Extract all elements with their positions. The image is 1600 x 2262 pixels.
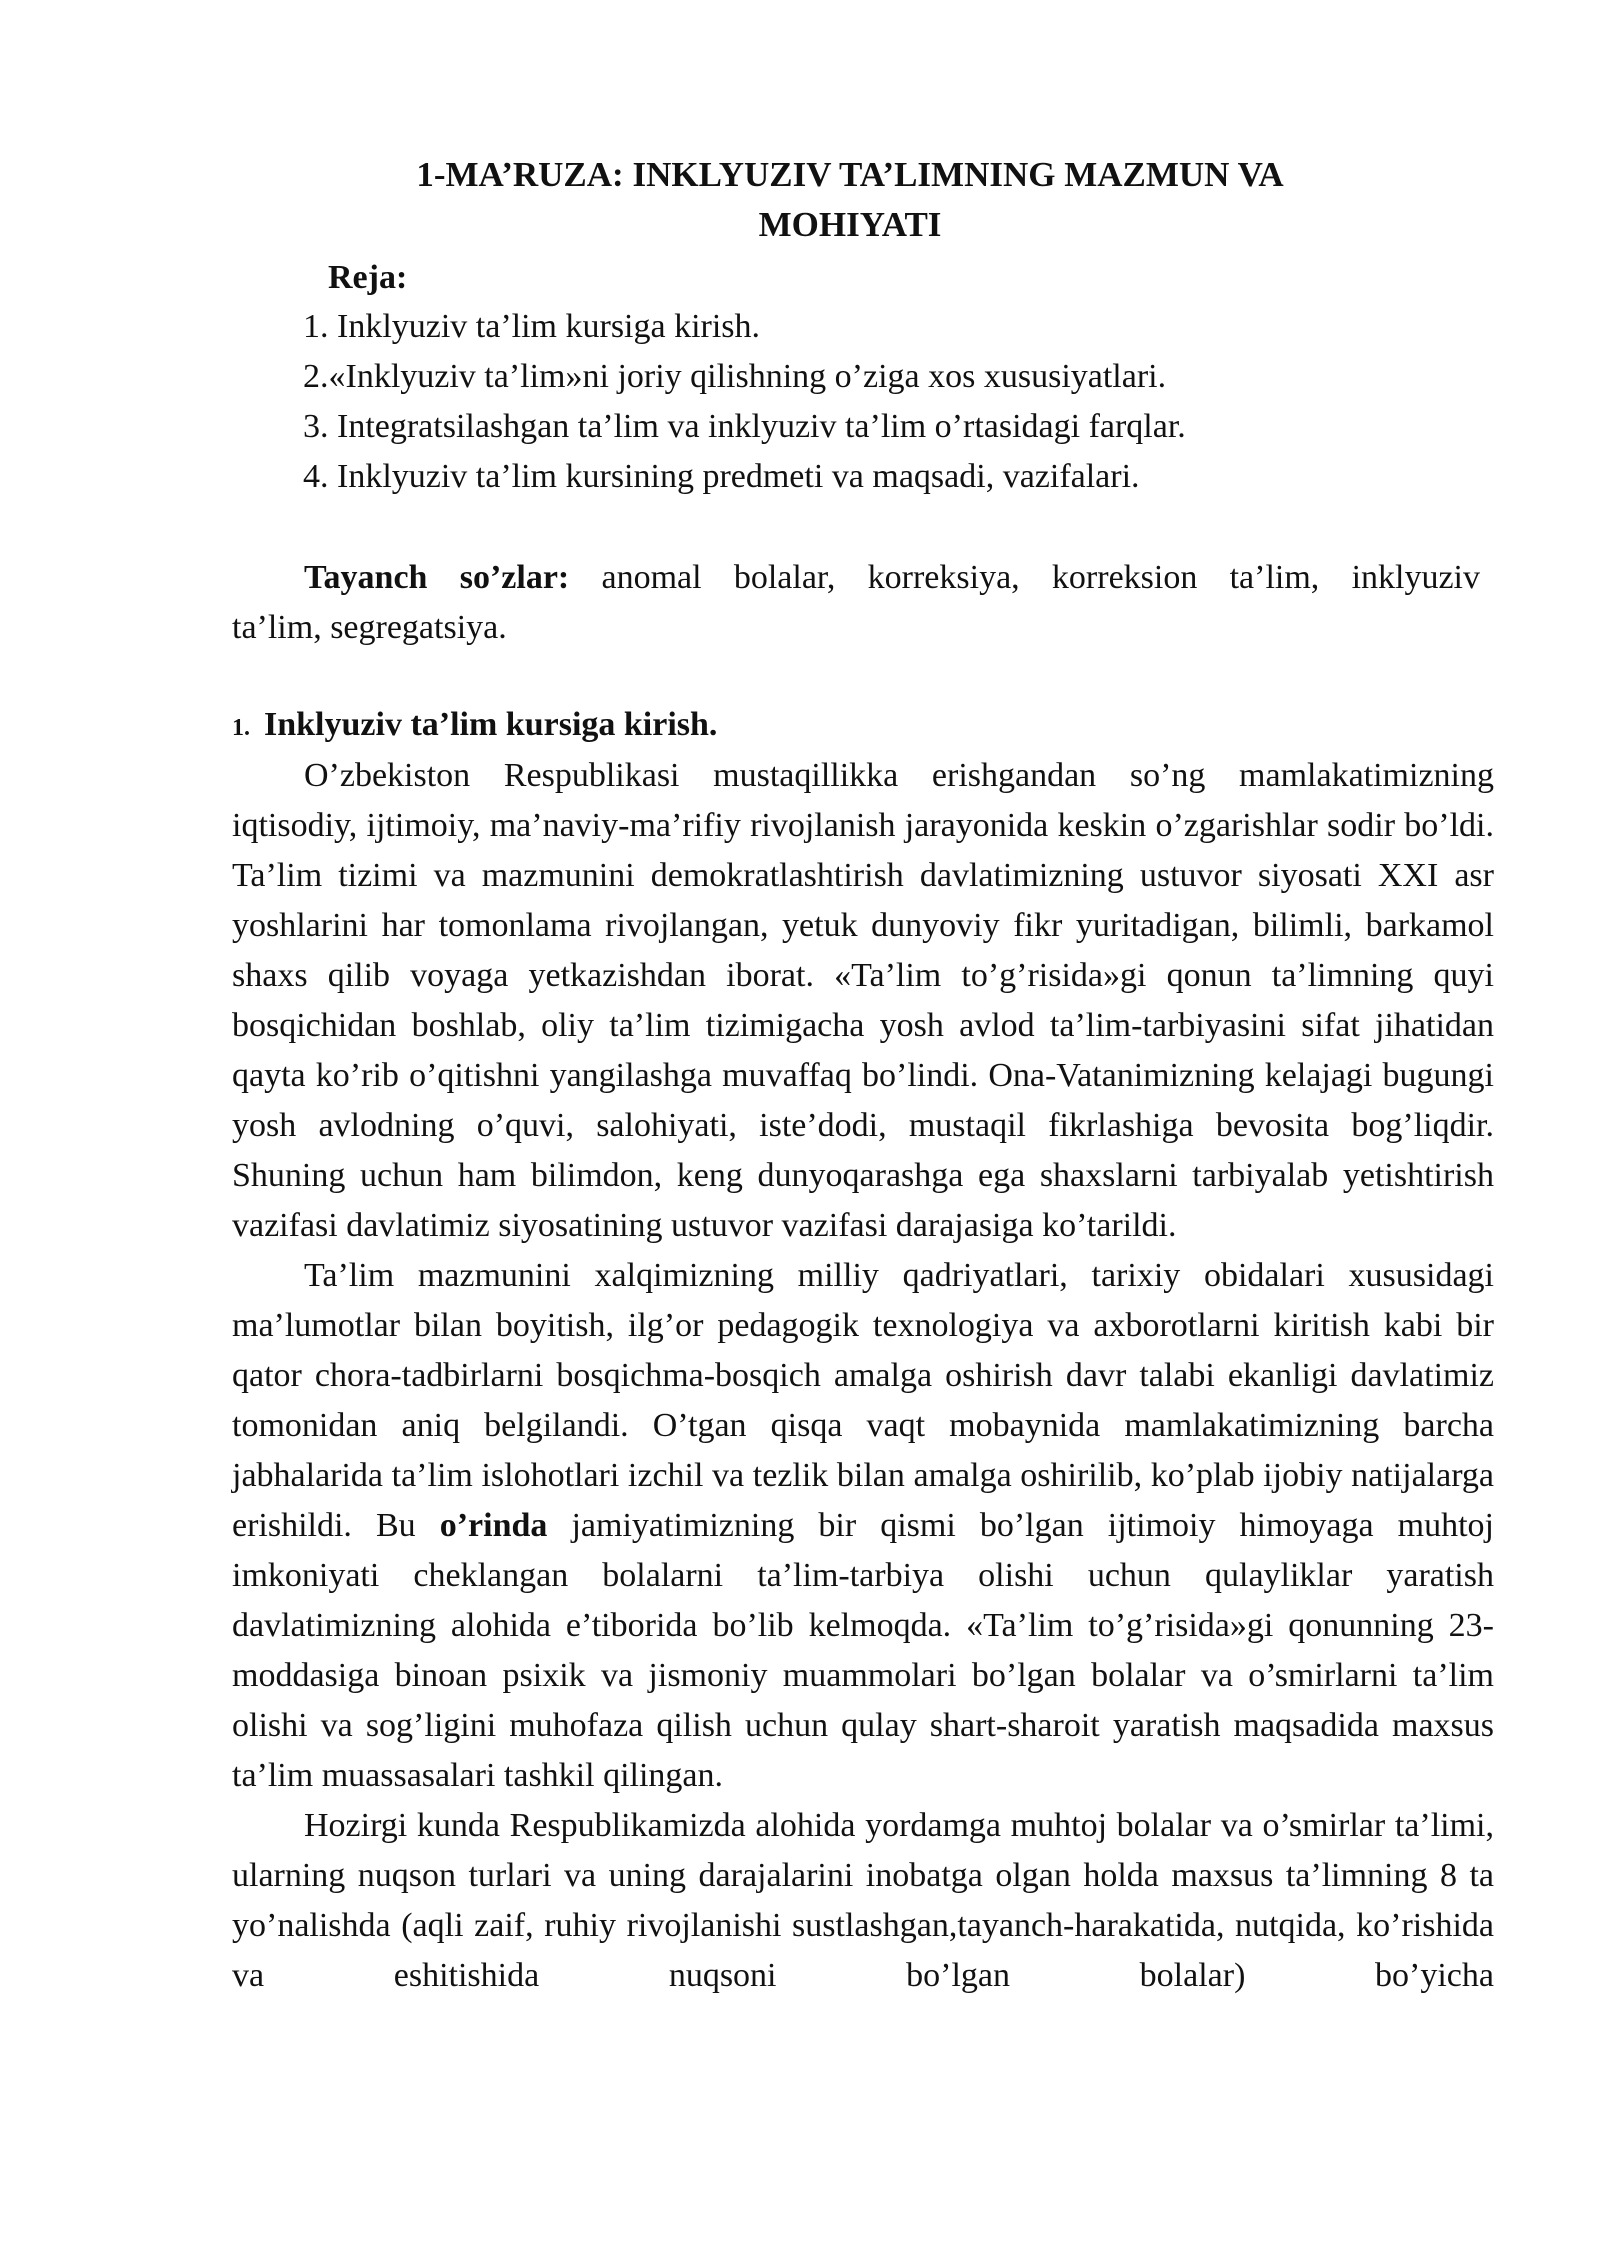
paragraph-2-bold-word: o’rinda	[439, 1507, 548, 1544]
section-number: 1.	[232, 715, 250, 741]
paragraph-1: O’zbekiston Respublikasi mustaqillikka erishgandan so’ng mamlakatimizning iqtisodiy, ijtimoiy, ma’naviy-ma’rifiy rivojlanish jarayonida keskin o’zgarishlar sodir bo’ldi. Ta’lim tizimi va mazmunini demokratlashtirish davlatimizning ustuvor siyosati XXI asr yoshlarini har tomonlama rivojlangan, yetuk dunyoviy fikr yuritadigan, bilimli, barkamol shaxs qilib voyaga yetkazishdan iborat. «Ta’lim to’g’risida»gi qonun ta’limning quyi bosqichidan boshlab, oliy ta’lim tizimigacha yosh avlod ta’lim-tarbiyasini sifat jihatidan qayta ko’rib o’qitishni yangilashga muvaffaq bo’lindi. Ona-Vatanimizning kelajagi bugungi yosh avlodning o’quvi, salohiyati, iste’dodi, mustaqil fikrlashiga bevosita bog’liqdir. Shuning uchun ham bilimdon, keng dunyoqarashga ega shaxslarni tarbiyalab yetishtirish vazifasi davlatimiz siyosatining ustuvor vazifasi darajasiga ko’tarildi.	[232, 757, 1494, 1244]
keywords-line-1	[232, 553, 1480, 603]
section-heading	[232, 700, 717, 753]
keywords-label: Tayanch so’zlar:	[304, 559, 570, 596]
section-title: Inklyuziv ta’lim kursiga kirish.	[264, 706, 718, 743]
keywords-paragraph	[232, 553, 1480, 653]
body-text	[232, 751, 1494, 2001]
paragraph-3: Hozirgi kunda Respublikamizda alohida yordamga muhtoj bolalar va o’smirlar ta’limi, ularning nuqson turlari va uning darajalarini inobatga olgan holda maxsus ta’limning 8 ta yo’nalishda (aqli zaif, ruhiy rivojlanishi sustlashgan,tayanch-harakatida, nutqida, ko’rishida va eshitishida nuqsoni bo’lgan bolalar) bo’yicha	[232, 1807, 1494, 1994]
plan-list	[303, 302, 1186, 502]
keywords-text-1: anomal bolalar, korreksiya, korreksion ta’lim, inklyuziv	[569, 559, 1480, 596]
plan-item: 4. Inklyuziv ta’lim kursining predmeti va maqsadi, vazifalari.	[303, 458, 1140, 495]
paragraph-2-text-a: Ta’lim mazmunini xalqimizning milliy qadriyatlari, tarixiy obidalari xususidagi ma’lumotlar bilan boyitish, ilg’or pedagogik texnologiya va axborotlarni kiritish kabi bir qator chora-tadbirlarni bosqichma-bosqich amalga oshirish davr talabi ekanligi davlatimiz tomonidan aniq belgilandi. O’tgan qisqa vaqt mobaynida mamlakatimizning barcha jabhalarida ta’lim islohotlari izchil va tezlik bilan amalga oshirilib, ko’plab ijobiy natijalarga erishildi. Bu	[232, 1257, 1494, 1544]
title-line-2: MOHIYATI	[758, 205, 942, 244]
title-line-1: 1-MA’RUZA: INKLYUZIV TA’LIMNING MAZMUN VA	[416, 155, 1284, 194]
keywords-text-2: ta’lim, segregatsiya.	[232, 609, 507, 646]
plan-item: 3. Integratsilashgan ta’lim va inklyuziv ta’lim o’rtasidagi farqlar.	[303, 408, 1186, 445]
plan-item: 1. Inklyuziv ta’lim kursiga kirish.	[303, 308, 761, 345]
page-title	[300, 150, 1400, 250]
paragraph-2	[232, 1251, 1494, 1801]
plan-heading: Reja:	[328, 259, 408, 296]
paragraph-2-text-b: jamiyatimizning bir qismi bo’lgan ijtimoiy himoyaga muhtoj imkoniyati cheklangan bolalarni ta’lim-tarbiya olishi uchun qulayliklar yaratish davlatimizning alohida e’tiborida bo’lib kelmoqda. «Ta’lim to’g’risida»gi qonunning 23-moddasiga binoan psixik va jismoniy muammolari bo’lgan bolalar va o’smirlarni ta’lim olishi va sog’ligini muhofaza qilish uchun qulay shart-sharoit yaratish maqsadida maxsus ta’lim muassasalari tashkil qilingan.	[232, 1507, 1494, 1794]
plan-item: 2.«Inklyuziv ta’lim»ni joriy qilishning o’ziga xos xususiyatlari.	[303, 358, 1167, 395]
